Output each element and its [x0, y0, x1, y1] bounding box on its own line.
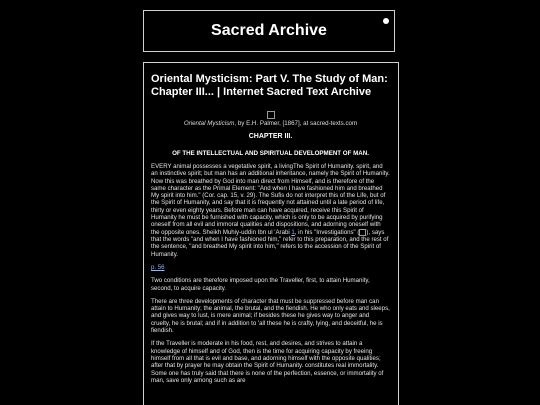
- page-title: Oriental Mysticism: Part V. The Study of Man: Chapter III... | Internet Sacred Text Archive: [151, 73, 388, 98]
- chapter-heading: CHAPTER III.: [248, 133, 293, 140]
- paragraph-1: [151, 163, 390, 258]
- site-header: [143, 10, 395, 52]
- paragraph-1-text-2: , in his "Investigations" (: [294, 228, 360, 236]
- chapter-subtitle: OF THE INTELLECTUAL AND SPIRITUAL DEVELOPMENT OF MAN.: [172, 150, 369, 157]
- page-number-link[interactable]: p. 56: [151, 263, 165, 271]
- book-title: Oriental Mysticism: [183, 120, 235, 127]
- paragraph-2: Two conditions are therefore imposed upon the Traveller, first, to attain Humanity, second, to acquire capacity.: [151, 277, 370, 292]
- site-title[interactable]: Sacred Archive: [211, 22, 327, 39]
- byline-text: , by E.H. Palmer, [1867], at sacred-texts.com: [234, 120, 358, 127]
- broken-image-icon: [267, 111, 275, 119]
- paragraph-1-text: EVERY animal possesses a vegetative spirit, a livingThe Spirit of Humanity. spirit, and an instinctive spirit; but man has an additional inheritance, namely the Spirit of Humanity. Now this was breathed by God into man direct from Himself, and is therefore of the same character as the Primal Element: "And when I have fashioned him and breathed My spirit into him." (Cor. cap. 15, v. 29). The Sufis do not interpret this of the Life, but of the Spirit of Humanity, and say that it is frequently not attained until a late period of life, thirty or even eighty years. Before man can have acquired, receive this Spirit of Humanity he must be furnished with capacity, which is only to be acquired by purifying oneself from all evil and immoral qualities and dispositions, and adorning oneself with the opposite ones. Sheikh Muhiy-uddin Ibn ul 'Arabi: [151, 163, 390, 236]
- paragraph-3: There are three developments of character that must be suppressed before man can attain to Humanity; the animal, the brutal, and the fiendish. He who only eats and sleeps, and gives way to lust, is mere animal; if besides these he gives way to anger and cruelty, he is brutal; and if in addition to 'all these he is crafty, lying, and deceitful, he is fiendish.: [151, 297, 390, 335]
- status-dot-icon: [383, 18, 389, 24]
- paragraph-4: If the Traveller is moderate in his food, rest, and desires, and strives to attain a knowledge of himself and of God, then is the time for acquiring capacity by freeing himself from all that is evil and base, and adorning himself with the opposite qualities; after that by prayer he may obtain the Spirit of Humanity. constitutes real immortality. Some one has truly said that there is none of the perfection, essence, or immortality of man, save only among such as are: [151, 340, 384, 384]
- paragraph-1-text-3: ), says that the words "and when I have fashioned him," refer to this preparation, and the rest of the sentence, "and breathed My spirit into him," refers to the accession of the Spirit of Humanity.: [151, 228, 389, 258]
- article-container: [143, 62, 399, 405]
- footnote-link[interactable]: 1: [291, 228, 295, 236]
- byline: [151, 120, 390, 127]
